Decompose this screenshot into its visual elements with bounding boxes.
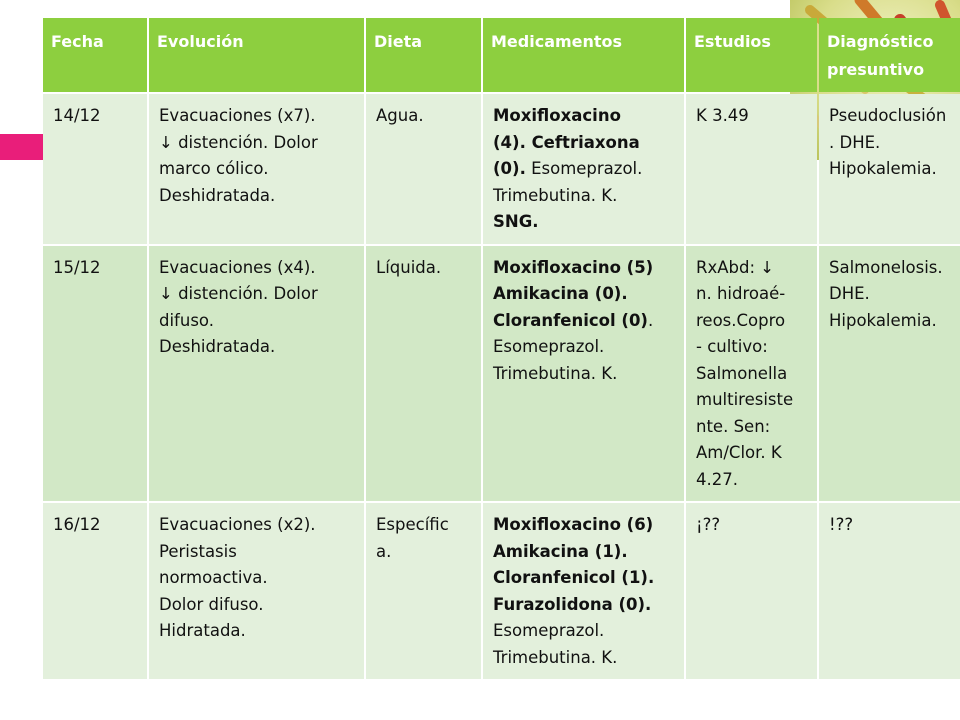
cell-text-line: [493, 592, 676, 619]
drug-name: Moxifloxacino (6): [493, 515, 654, 534]
drug-text: Esomeprazol.: [525, 159, 643, 178]
cell-text-line: Específic: [376, 515, 449, 534]
cell-medicamentos: [483, 94, 684, 244]
drug-text: .: [647, 310, 654, 330]
cell-text-line: [493, 361, 676, 388]
cell-evolucion: [149, 246, 364, 502]
drug-name: Moxifloxacino (5): [493, 257, 654, 277]
cell-text-line: Deshidratada.: [159, 185, 276, 205]
header-diagnostico: Diagnóstico presuntivo: [819, 18, 960, 92]
header-row: [43, 18, 960, 92]
cell-text-line: Pseudoclusión: [829, 106, 947, 125]
header-fecha: Fecha: [43, 18, 147, 92]
accent-bar-left: [0, 134, 44, 160]
cell-text-line: DHE.: [829, 284, 870, 303]
cell-estudios: [686, 94, 817, 244]
cell-evolucion: [149, 503, 364, 679]
drug-name: Amikacina (0).: [493, 284, 628, 303]
cell-text-line: Hidratada.: [159, 621, 246, 640]
table-row: [43, 246, 960, 502]
cell-text-line: [493, 130, 676, 157]
cell-text-line: K 3.49: [696, 106, 749, 125]
cell-fecha: 14/12: [43, 94, 147, 244]
cell-text-line: Salmonella: [696, 363, 788, 383]
cell-medicamentos: [483, 503, 684, 679]
cell-diagnostico: [819, 246, 960, 502]
cell-medicamentos: [483, 246, 684, 502]
drug-text: Trimebutina. K.: [493, 647, 618, 667]
cell-text-line: [493, 334, 676, 361]
cell-dieta: [366, 94, 481, 244]
cell-evolucion: [149, 94, 364, 244]
drug-text: Esomeprazol.: [493, 621, 605, 640]
drug-name: SNG.: [493, 212, 539, 231]
drug-name: Furazolidona (0).: [493, 594, 652, 614]
cell-text-line: normoactiva.: [159, 568, 268, 587]
cell-text-line: reos.Copro: [696, 310, 786, 330]
cell-text-line: [493, 103, 676, 130]
cell-text-line: Evacuaciones (x2).: [159, 515, 316, 534]
cell-text-line: Salmonelosis.: [829, 257, 943, 277]
cell-text-line: [493, 209, 676, 236]
drug-text: Esomeprazol.: [493, 337, 605, 356]
cell-text-line: - cultivo:: [696, 337, 768, 356]
cell-text-line: Evacuaciones (x4).: [159, 257, 316, 277]
cell-text-line: [493, 183, 676, 210]
cell-text-line: Hipokalemia.: [829, 310, 937, 330]
cell-text-line: Am/Clor. K: [696, 443, 782, 462]
cell-estudios: [686, 246, 817, 502]
cell-text-line: n. hidroaé-: [696, 284, 786, 303]
cell-text-line: [493, 539, 676, 566]
cell-text-line: ¡??: [696, 515, 721, 534]
cell-text-line: [493, 281, 676, 308]
header-estudios: Estudios: [686, 18, 817, 92]
cell-text-line: [493, 308, 676, 335]
cell-text-line: difuso.: [159, 310, 214, 330]
cell-text-line: 4.27.: [696, 469, 738, 489]
cell-text-line: [493, 645, 676, 672]
drug-name: Cloranfenicol (0): [493, 310, 648, 330]
cell-text-line: ↓ distención. Dolor: [159, 132, 318, 152]
cell-fecha: 15/12: [43, 246, 147, 502]
cell-text-line: Peristasis: [159, 541, 237, 561]
header-evolucion: Evolución: [149, 18, 364, 92]
cell-diagnostico: [819, 503, 960, 679]
cell-text-line: Líquida.: [376, 257, 442, 277]
cell-diagnostico: [819, 94, 960, 244]
cell-text-line: Hipokalemia.: [829, 159, 937, 178]
cell-text-line: nte. Sen:: [696, 416, 771, 436]
cell-text-line: Deshidratada.: [159, 337, 276, 356]
cell-text-line: Evacuaciones (x7).: [159, 106, 316, 125]
drug-text: Trimebutina. K.: [493, 363, 618, 383]
cell-dieta: [366, 503, 481, 679]
table-row: [43, 94, 960, 244]
cell-text-line: [493, 255, 676, 282]
header-medicamentos: Medicamentos: [483, 18, 684, 92]
drug-name: Cloranfenicol (1).: [493, 568, 655, 587]
cell-text-line: [493, 565, 676, 592]
cell-text-line: . DHE.: [829, 132, 881, 152]
drug-text: Trimebutina. K.: [493, 185, 618, 205]
cell-text-line: !??: [829, 515, 854, 534]
cell-text-line: Dolor difuso.: [159, 594, 264, 614]
cell-text-line: [493, 512, 676, 539]
drug-name: Moxifloxacino: [493, 106, 621, 125]
cell-text-line: marco cólico.: [159, 159, 269, 178]
cell-estudios: [686, 503, 817, 679]
cell-text-line: ↓ distención. Dolor: [159, 284, 318, 303]
cell-text-line: a.: [376, 541, 392, 561]
cell-text-line: multiresiste: [696, 390, 794, 409]
drug-name: (4). Ceftriaxona: [493, 132, 640, 152]
cell-dieta: [366, 246, 481, 502]
cell-text-line: [493, 618, 676, 645]
cell-text-line: Agua.: [376, 106, 424, 125]
clinical-table: [41, 16, 960, 681]
drug-name: Amikacina (1).: [493, 541, 628, 561]
table-row: [43, 503, 960, 679]
cell-text-line: RxAbd: ↓: [696, 257, 775, 277]
cell-text-line: [493, 156, 676, 183]
cell-fecha: 16/12: [43, 503, 147, 679]
drug-name: (0).: [493, 159, 526, 178]
header-dieta: Dieta: [366, 18, 481, 92]
